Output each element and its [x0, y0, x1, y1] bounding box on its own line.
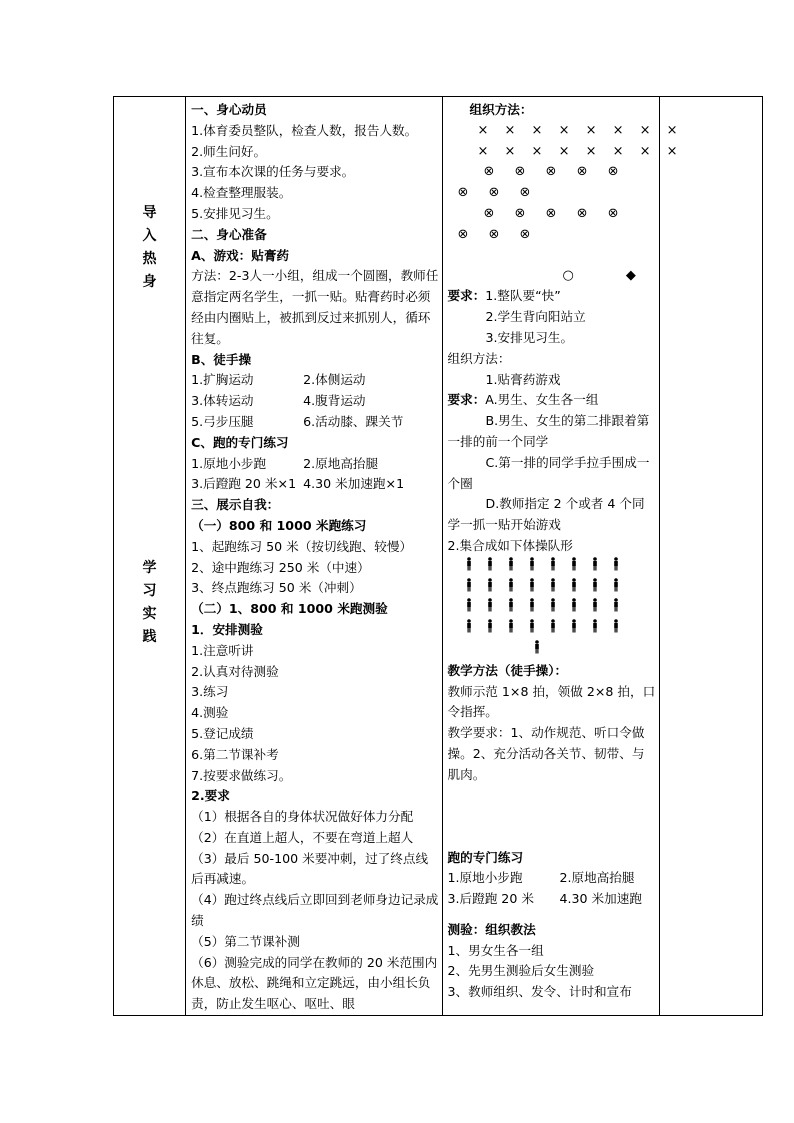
- list-item: 4.检查整理服装。: [191, 185, 292, 201]
- section-title: 一、身心动员: [191, 102, 267, 117]
- organization-cell: [442, 97, 684, 1016]
- requirement-line: [448, 286, 656, 307]
- list-item: 1、男女生各一组: [447, 942, 544, 958]
- stage-label-warmup: [114, 202, 185, 294]
- label-char: 实: [142, 606, 157, 622]
- req-text: 1.整队要“快”: [485, 288, 561, 304]
- arrange-title: 1．安排测验: [191, 621, 263, 637]
- requirement-line: [448, 390, 656, 411]
- formation-o-row: ⊗ ⊗ ⊗ ⊗ ⊗: [483, 205, 619, 221]
- game-title: A、游戏：贴膏药: [191, 247, 290, 263]
- teacher-circle-icon: ○: [562, 267, 574, 283]
- req-label: 要求：: [447, 392, 486, 408]
- list-item-text: 2.原地高抬腿: [559, 870, 635, 886]
- list-item: [191, 474, 438, 495]
- list-item: 2.师生问好。: [191, 143, 267, 159]
- formation-x-row: × × × × × × × ×: [477, 122, 684, 138]
- list-item-text: 6.活动膝、踝关节: [303, 413, 404, 429]
- person-row-icon: [465, 598, 645, 612]
- label-char: 导: [142, 205, 157, 221]
- list-item-text: 1.原地小步跑: [447, 870, 523, 886]
- requirements-title: 2.要求: [191, 788, 230, 804]
- list-item: 3、教师组织、发令、计时和宣布: [447, 984, 632, 1000]
- person-row: [448, 619, 656, 640]
- requirement-line: D.教师指定 2 个或者 4 个同学一抓一贴开始游戏: [447, 496, 645, 533]
- list-item: 5.安排见习生。: [191, 205, 279, 221]
- requirement-line: 3.安排见习生。: [485, 329, 574, 345]
- teacher-person-icon: [533, 640, 543, 654]
- list-item-text: 1.扩胸运动: [191, 372, 254, 388]
- list-item: 1.注意听讲: [191, 642, 254, 658]
- label-char: 践: [142, 629, 157, 645]
- list-item: 1、起跑练习 50 米（按切线跑、较慢）: [191, 538, 413, 554]
- section-title: 三、展示自我：: [191, 497, 280, 513]
- list-item-text: 4.腹背运动: [303, 393, 366, 409]
- content-cell: [186, 97, 442, 1016]
- list-item: （1）根据各自的身体状况做好体力分配: [191, 809, 414, 825]
- list-item: [191, 391, 438, 412]
- teach-method-title: 教学方法（徒手操）：: [447, 662, 568, 678]
- teacher-person: [448, 640, 656, 661]
- lesson-plan-table: [113, 96, 763, 1016]
- stage-label-cell: [114, 97, 186, 1016]
- list-item-text: 2.体侧运动: [303, 372, 366, 388]
- bare-hand-title: B、徒手操: [191, 351, 252, 367]
- list-item-text: 2.原地高抬腿: [303, 455, 379, 471]
- person-row: [448, 578, 656, 599]
- teach-requirement-text: 教学要求：1、动作规范、听口令做操。2、充分活动各关节、韧带、与肌肉。: [447, 725, 645, 782]
- list-item: [448, 889, 656, 910]
- run-title: C、跑的专门练习: [191, 434, 289, 450]
- person-row-icon: [465, 619, 645, 633]
- spacer: [448, 246, 656, 266]
- list-item-text: 5.弓步压腿: [191, 413, 254, 429]
- spacer: [448, 910, 656, 920]
- org-title: 组织方法：: [469, 102, 533, 117]
- req-text: A.男生、女生各一组: [485, 392, 599, 408]
- sub-title: （二）1、800 和 1000 米跑测验: [191, 601, 388, 617]
- label-char: 入: [142, 228, 157, 244]
- list-item-text: 4.30 米加速跑×1: [303, 476, 405, 492]
- list-item: [191, 412, 438, 433]
- list-item-text: 1.原地小步跑: [191, 455, 267, 471]
- formation-o-row: ⊗ ⊗ ⊗ ⊗ ⊗: [483, 164, 619, 180]
- list-item: 3.练习: [191, 684, 229, 700]
- list-item: 6.第二节课补考: [191, 746, 279, 762]
- formation-title: 2.集合成如下体操队形: [447, 537, 573, 553]
- list-item: 2、途中跑练习 250 米（中速）: [191, 559, 370, 575]
- teacher-position: [448, 266, 656, 287]
- diamond-icon: ◆: [625, 267, 636, 283]
- stage-label-practice: [114, 557, 185, 649]
- list-item-text: 3.后蹬跑 20 米: [447, 891, 534, 907]
- run-practice-title: 跑的专门练习: [447, 849, 524, 865]
- formation-o-row: ⊗ ⊗ ⊗: [457, 185, 531, 201]
- list-item: [448, 868, 656, 889]
- section-title: 二、身心准备: [191, 226, 267, 242]
- notes-cell: [659, 97, 762, 1016]
- label-char: 习: [142, 583, 157, 599]
- list-item: （2）在直道上超人，不要在弯道上超人: [191, 829, 414, 845]
- list-item-text: 3.体转运动: [191, 393, 254, 409]
- formation-x-row: × × × × × × × ×: [477, 143, 684, 159]
- spacer: [448, 786, 656, 848]
- req-label: 要求：: [447, 288, 486, 304]
- person-row: [448, 557, 656, 578]
- requirement-line: C.第一排的同学手拉手围成一个圈: [447, 454, 650, 491]
- sub-title: （一）800 和 1000 米跑练习: [191, 517, 367, 533]
- list-item: 2、先男生测验后女生测验: [447, 963, 595, 979]
- list-item: （5）第二节课补测: [191, 933, 300, 949]
- label-char: 身: [142, 274, 157, 290]
- list-item: [191, 370, 438, 391]
- list-item: 3.宣布本次课的任务与要求。: [191, 164, 355, 180]
- label-char: 学: [142, 560, 157, 576]
- list-item: 1.体育委员整队，检查人数，报告人数。: [191, 122, 418, 138]
- requirement-line: 2.学生背向阳站立: [485, 309, 586, 325]
- person-row-icon: [465, 557, 645, 571]
- org-method-title: 组织方法：: [447, 350, 511, 366]
- list-item: 5.登记成绩: [191, 725, 254, 741]
- org-method-item: 1.贴膏药游戏: [485, 371, 561, 387]
- list-item: （3）最后 50-100 米要冲刺，过了终点线后再减速。: [191, 850, 429, 887]
- list-item: （4）跑过终点线后立即回到老师身边记录成绩: [191, 892, 439, 929]
- teach-method-text: 教师示范 1×8 拍，领做 2×8 拍，口令指挥。: [447, 683, 656, 720]
- list-item: 3、终点跑练习 50 米（冲刺）: [191, 580, 362, 596]
- list-item: 2.认真对待测验: [191, 663, 279, 679]
- game-method: 方法：2-3人一小组，组成一个圆圈，教师任意指定两名学生，一抓一贴。贴膏药时必须经由内圈贴上，被抓到反过来抓别人，循环往复。: [191, 268, 439, 346]
- requirement-line: B.男生、女生的第二排跟着第一排的前一个同学: [447, 413, 650, 449]
- test-title: 测验：组织教法: [447, 921, 536, 937]
- formation-o-row: ⊗ ⊗ ⊗: [457, 226, 531, 242]
- list-item: （6）测验完成的同学在教师的 20 米范围内休息、放松、跳绳和立定跳远，由小组长负责，防止发生呕心、呕吐、眼: [191, 954, 438, 1012]
- person-row: [448, 598, 656, 619]
- list-item: [191, 454, 438, 475]
- list-item: 7.按要求做练习。: [191, 767, 292, 783]
- list-item-text: 3.后蹬跑 20 米×1: [191, 476, 297, 492]
- list-item: 4.测验: [191, 705, 229, 721]
- person-row-icon: [465, 578, 645, 592]
- list-item-text: 4.30 米加速跑: [559, 891, 642, 907]
- label-char: 热: [142, 251, 157, 267]
